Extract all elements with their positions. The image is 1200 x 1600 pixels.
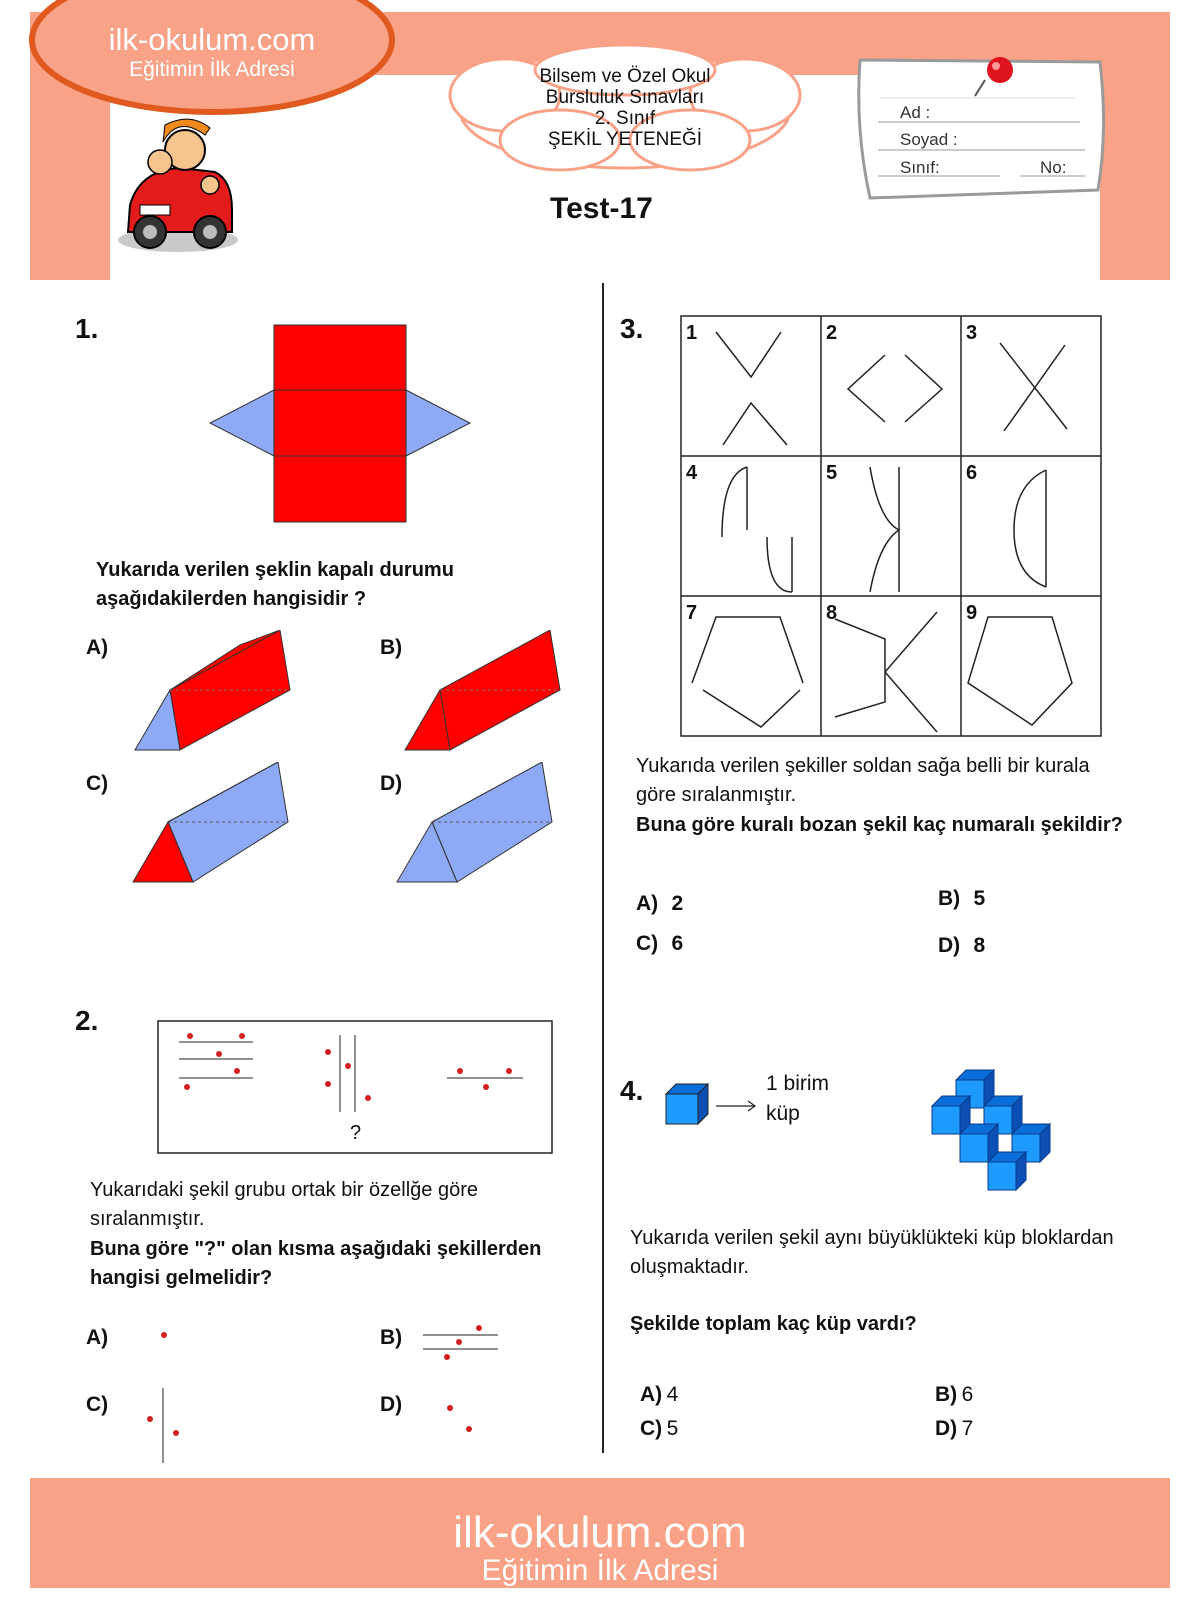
- footer-brand-slogan: Eğitimin İlk Adresi: [481, 1554, 719, 1587]
- q4-option-a[interactable]: [640, 1383, 678, 1407]
- q1-prism-net: [200, 320, 480, 530]
- q1-number: 1.: [75, 313, 99, 344]
- q3-option-c-value: 6: [671, 932, 684, 955]
- q2-question-mark: ?: [350, 1122, 362, 1144]
- field-no[interactable]: No:: [1040, 158, 1067, 177]
- q4-option-c-value: 5: [666, 1417, 679, 1440]
- q4-option-d-label: D): [935, 1417, 958, 1440]
- q4-number: 4.: [620, 1075, 644, 1106]
- q2-option-d-figure[interactable]: [435, 1395, 475, 1445]
- q4-option-a-label: A): [640, 1383, 663, 1406]
- q2-number: 2.: [75, 1005, 99, 1036]
- q4-option-a-value: 4: [666, 1383, 679, 1406]
- q2-option-c-figure[interactable]: [135, 1383, 195, 1468]
- q3-intro-text: Yukarıda verilen şekiller soldan sağa belli bir kurala göre sıralanmıştır.: [636, 755, 1090, 806]
- header-brand-name[interactable]: ilk-okulum.com: [108, 22, 316, 57]
- thought-bubbles: [238, 163, 467, 217]
- q4-question-text: Şekilde toplam kaç küp vardı?: [630, 1313, 917, 1335]
- q1-option-a-prism[interactable]: [130, 630, 300, 760]
- q1-option-b-label[interactable]: B): [380, 636, 403, 659]
- q1-option-d-label[interactable]: D): [380, 772, 403, 795]
- q3-cell-label-2: 2: [826, 322, 838, 344]
- q4-option-b[interactable]: [935, 1383, 973, 1407]
- q2-option-b-label[interactable]: B): [380, 1326, 403, 1349]
- cloud-line-1: Bilsem ve Özel Okul: [539, 66, 711, 87]
- cloud-line-3: 2. Sınıf: [594, 108, 656, 129]
- q3-cell-label-4: 4: [686, 462, 698, 484]
- q2-option-d-label[interactable]: D): [380, 1393, 403, 1416]
- footer-brand-name[interactable]: ilk-okulum.com: [453, 1508, 747, 1557]
- q3-cell-label-6: 6: [966, 462, 978, 484]
- q1-option-a-label[interactable]: A): [86, 636, 109, 659]
- column-divider: [602, 283, 604, 1453]
- q4-option-b-value: 6: [961, 1383, 974, 1406]
- q3-option-a[interactable]: [636, 892, 683, 916]
- cloud-line-4: ŞEKİL YETENEĞİ: [547, 129, 703, 150]
- q3-cell-label-3: 3: [966, 322, 978, 344]
- q3-option-c-label: C): [636, 932, 659, 955]
- q2-option-b-figure[interactable]: [418, 1320, 508, 1365]
- cloud-title: [485, 66, 765, 150]
- q3-option-d-label: D): [938, 934, 961, 957]
- q4-unit-cube-icon: [660, 1072, 770, 1132]
- q3-number: 3.: [620, 313, 644, 344]
- q2-option-a-figure[interactable]: [150, 1320, 180, 1350]
- q1-option-c-label[interactable]: C): [86, 772, 109, 795]
- q3-cell-label-8: 8: [826, 602, 838, 624]
- q3-question-text: Buna göre kuralı bozan şekil kaç numaralı şekildir?: [636, 814, 1123, 836]
- q4-unit-label-1: 1 birim: [766, 1072, 830, 1095]
- q1-option-d-prism[interactable]: [392, 762, 562, 892]
- field-ad[interactable]: Ad :: [900, 103, 931, 122]
- q3-cell-label-5: 5: [826, 462, 838, 484]
- q4-cube-stack: [930, 1068, 1060, 1198]
- q2-question-text: Buna göre "?" olan kısma aşağıdaki şekillerden hangisi gelmelidir?: [90, 1238, 542, 1289]
- q3-option-a-value: 2: [671, 892, 684, 915]
- cloud-line-2: Bursluluk Sınavları: [545, 87, 705, 108]
- q3-cell-label-1: 1: [686, 322, 698, 344]
- field-sinif[interactable]: Sınıf:: [900, 158, 940, 177]
- q1-option-c-prism[interactable]: [128, 762, 298, 892]
- q3-option-b-label: B): [938, 887, 961, 910]
- q4-option-d[interactable]: [935, 1417, 973, 1441]
- q4-option-c[interactable]: [640, 1417, 678, 1441]
- q3-cell-label-7: 7: [686, 602, 698, 624]
- q4-option-c-label: C): [640, 1417, 663, 1440]
- q3-option-b-value: 5: [973, 887, 986, 910]
- q4-option-d-value: 7: [961, 1417, 974, 1440]
- field-soyad[interactable]: Soyad :: [900, 130, 958, 149]
- name-card: [859, 60, 1104, 198]
- q2-option-a-label[interactable]: A): [86, 1326, 109, 1349]
- q3-option-a-label: A): [636, 892, 659, 915]
- q2-intro-text: Yukarıdaki şekil grubu ortak bir özellğe göre sıralanmıştır.: [90, 1179, 478, 1230]
- q4-option-b-label: B): [935, 1383, 958, 1406]
- q3-option-d[interactable]: [938, 934, 985, 958]
- q1-question-text: Yukarıda verilen şeklin kapalı durumu aşağıdakilerden hangisidir ?: [96, 559, 454, 610]
- q4-intro-text: Yukarıda verilen şekil aynı büyüklükteki küp bloklardan oluşmaktadır.: [630, 1227, 1114, 1278]
- q2-option-c-label[interactable]: C): [86, 1393, 109, 1416]
- q3-figure-grid: [680, 315, 1102, 738]
- q3-cell-label-9: 9: [966, 602, 978, 624]
- test-title: Test-17: [550, 192, 653, 225]
- q1-option-b-prism[interactable]: [400, 630, 570, 760]
- header-brand-slogan: Eğitimin İlk Adresi: [129, 58, 295, 81]
- q3-option-c[interactable]: [636, 932, 683, 956]
- q4-unit-label-2: küp: [766, 1102, 800, 1125]
- q3-option-b[interactable]: [938, 887, 985, 911]
- q3-option-d-value: 8: [973, 934, 986, 957]
- car-cartoon-icon: [118, 119, 238, 252]
